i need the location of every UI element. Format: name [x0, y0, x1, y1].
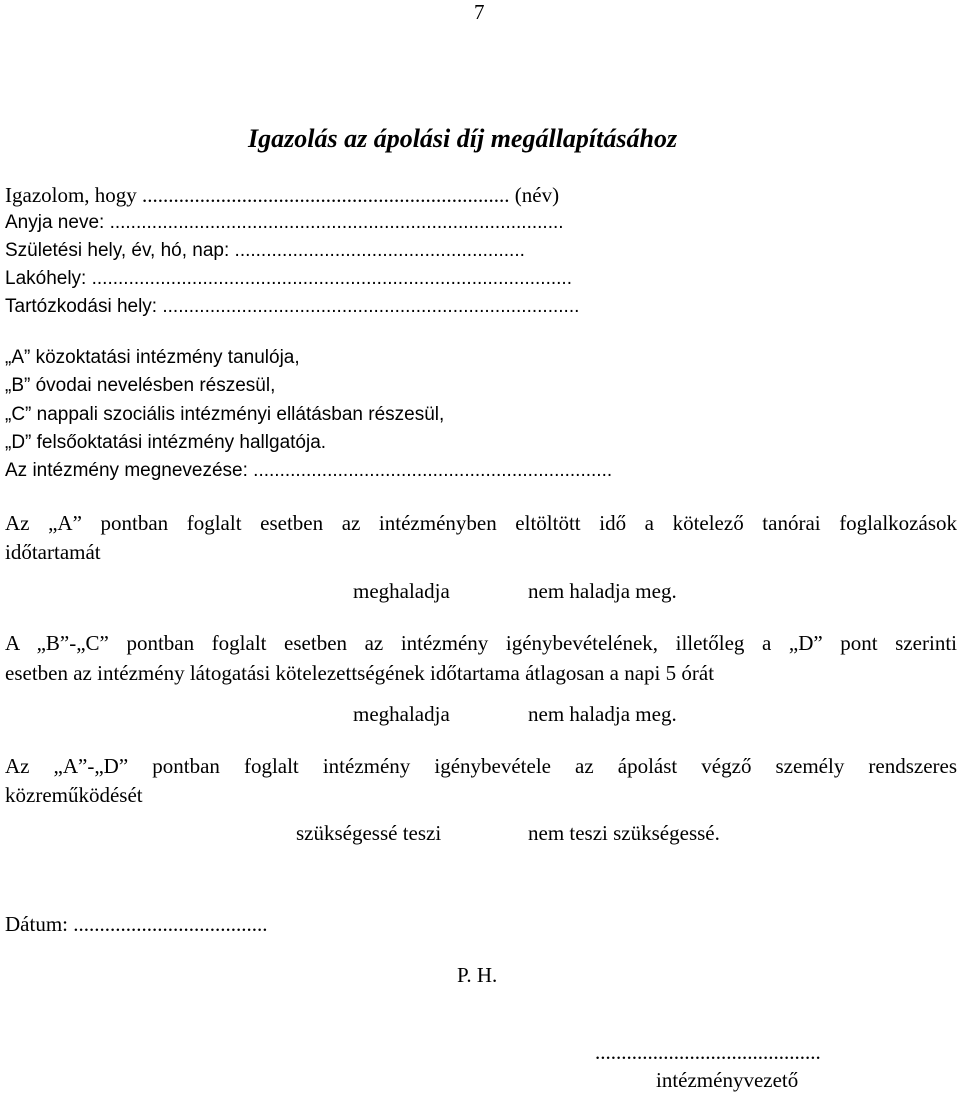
- name-field: Igazolom, hogy ...................................................................... (név): [5, 183, 560, 207]
- page-number: 7: [474, 0, 485, 24]
- option-c: „C” nappali szociális intézményi ellátásban részesül,: [5, 404, 445, 425]
- section-ad-text-line2: közreműködését: [5, 783, 143, 807]
- stamp-placeholder: P. H.: [457, 963, 498, 987]
- signature-label: intézményvezető: [656, 1068, 799, 1092]
- option-d: „D” felsőoktatási intézmény hallgatója.: [5, 432, 327, 453]
- signature-line: ...........................................: [595, 1040, 821, 1064]
- document-title: Igazolás az ápolási díj megállapításához: [248, 124, 678, 153]
- section-a-text-line1: Az „A” pontban foglalt esetben az intézményben eltöltött idő a kötelező tanórai foglalkozások: [5, 511, 957, 535]
- section-bcd-choice-not-exceeds: nem haladja meg.: [528, 702, 677, 726]
- address-field: Lakóhely: ...........................................................................................: [5, 268, 572, 289]
- residence-field: Tartózkodási hely: ...............................................................................: [5, 296, 580, 317]
- section-a-choice-not-exceeds: nem haladja meg.: [528, 579, 677, 603]
- option-b: „B” óvodai nevelésben részesül,: [5, 375, 276, 396]
- option-a: „A” közoktatási intézmény tanulója,: [5, 347, 300, 368]
- section-bcd-text-line1: A „B”-„C” pontban foglalt esetben az intézmény igénybevételének, illetőleg a „D” pont szerinti: [5, 631, 957, 655]
- section-ad-text-line1: Az „A”-„D” pontban foglalt intézmény igénybevétele az ápolást végző személy rendszeres: [5, 754, 957, 778]
- section-bcd-choice-exceeds: meghaladja: [353, 702, 450, 726]
- section-bcd-text-line2: esetben az intézmény látogatási kötelezettségének időtartama átlagosan a napi 5 órát: [5, 661, 715, 685]
- mother-name-field: Anyja neve: ......................................................................................: [5, 212, 564, 233]
- birth-data-field: Születési hely, év, hó, nap: .......................................................: [5, 240, 525, 261]
- section-ad-choice-required: szükségessé teszi: [296, 821, 442, 845]
- date-field: Dátum: .....................................: [5, 912, 268, 936]
- institution-name-field: Az intézmény megnevezése: ....................................................................: [5, 460, 613, 481]
- section-a-choice-exceeds: meghaladja: [353, 579, 450, 603]
- section-a-text-line2: időtartamát: [5, 540, 101, 564]
- section-ad-choice-not-required: nem teszi szükségessé.: [528, 821, 720, 845]
